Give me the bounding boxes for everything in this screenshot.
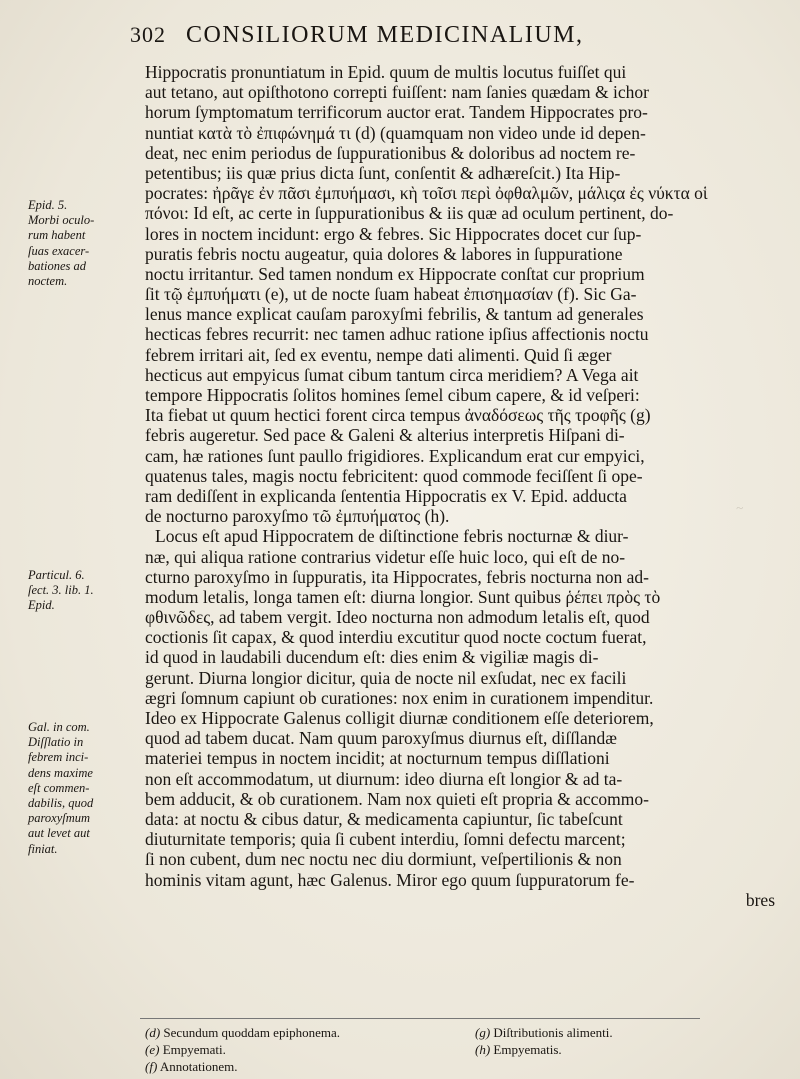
text-line: hecticas febres recurrit: nec tamen adhuc ratione ipſius affectionis noctu [145,324,649,345]
text-line: febrem irritari ait, ſed ex eventu, nempe dati alimenti. Quid ſi æger [145,344,612,365]
show-through-mark: ~ [736,500,744,515]
footnote-text: Empyematis. [493,1042,562,1057]
text-line: coctionis ſit capax, & quod interdiu excutitur quod nocte coctum fuerat, [145,627,647,648]
text-line: de nocturno paroxyſmo τῶ ἐμπυήματος (h). [145,506,450,527]
text-line: id quod in laudabili ducendum eſt: dies enim & vigiliæ magis di- [145,647,599,668]
footnote-mark: (h) [475,1042,491,1057]
footnote-rule [140,1018,700,1019]
text-line: Hippocratis pronuntiatum in Epid. quum de multis locutus fuiſſet qui [145,62,627,82]
footnotes [145,1024,745,1075]
footnote-e [145,1041,475,1058]
text-line: modum letalis, longa tamen eſt: diurna longior. Sunt quibus ῥέπει πρὸς τὸ [145,586,661,607]
footnote-h [475,1041,745,1058]
text-line: nuntiat κατὰ τὸ ἐπιφώνημά τι (d) (quamquam non video unde id depen- [145,122,646,143]
text-line: lores in noctem incidunt: ergo & febres. Sic Hippocrates docet cur ſup- [145,223,642,244]
footnote-mark: (e) [145,1042,160,1057]
footnote-mark: (g) [475,1025,491,1040]
text-line: noctu irritantur. Sed tamen nondum ex Hippocrate conſtat cur proprium [145,263,645,284]
text-line: hominis vitam agunt, hæc Galenus. Miror ego quum ſuppuratorum fe- [145,869,635,890]
text-line: febris augeretur. Sed pace & Galeni & alterius interpretis Hiſpani di- [145,425,625,446]
footnote-row [145,1041,745,1058]
margin-note-particul: Particul. 6. ſect. 3. lib. 1. Epid. [28,568,94,613]
text-line: aut tetano, aut opiſthotono correpti fuiſſent: nam ſanies quædam & ichor [145,82,649,103]
text-line: quatenus tales, magis noctu febricitent: quod commode feciſſent ſi ope- [145,465,643,486]
footnote-g [475,1024,745,1041]
text-line: ſi non cubent, dum nec noctu nec diu dormiunt, veſpertilionis & non [145,849,622,870]
footnote-text: Secundum quoddam epiphonema. [163,1025,340,1040]
text-line: petentibus; iis quæ prius dicta ſunt, conſentit & adhæreſcit.) Ita Hip- [145,162,621,183]
text-line: ſit τῷ ἐμπυήματι (e), ut de nocte ſuam habeat ἐπισημασίαν (f). Sic Ga- [145,284,637,305]
text-line: Ita fiebat ut quum hectici forent circa tempus ἀναδόσεως τῆς τροφῆς (g) [145,405,651,426]
text-line: ram dediſſent in explicanda ſententia Hippocratis ex V. Epid. adducta [145,485,627,506]
footnote-f [145,1058,475,1075]
text-line: Ideo ex Hippocrate Galenus colligit diurnæ conditionem eſſe deteriorem, [145,708,654,728]
margin-note-epid: Epid. 5. Morbi oculo- rum habent ſuas exacer- bationes ad noctem. [28,198,95,289]
main-text-column [145,62,775,910]
text-line: Locus eſt apud Hippocratem de diſtinctione febris nocturnæ & diur- [155,526,629,547]
text-line: ægri ſomnum capiunt ob curationes: nox enim in curationem impenditur. [145,687,654,708]
catchword: bres [745,889,775,910]
text-line: puratis febris noctu augeatur, quia dolores & labores in ſuppuratione [145,243,623,264]
margin-note-galen: Gal. in com. Diſſlatio in febrem inci- dens maxime eſt commen- dabilis, quod paroxyſmum aut levet aut finiat. [28,720,94,856]
page-header [130,22,760,49]
footnote-row [145,1024,745,1041]
text-line: hecticus aut empyicus ſumat cibum tantum circa meridiem? A Vega ait [145,364,639,385]
text-line: horum ſymptomatum terrificorum auctor erat. Tandem Hippocrates pro- [145,102,648,123]
text-line: φθινῶδες, ad tabem vergit. Ideo nocturna non admodum letalis eſt, quod [145,607,650,628]
footnote-text: Annotationem. [159,1059,238,1074]
text-line: bem adducit, & ob curationem. Nam nox quieti eſt propria & accommo- [145,788,649,809]
footnote-mark: (f) [145,1059,158,1074]
text-line: diuturnitate temporis; quia ſi cubent interdiu, ſomni defectu marcent; [145,829,626,850]
text-line: pocrates: ἠρᾶγε ἐν πᾶσι ἐμπυήμασι, κὴ τοῖσι περὶ ὀφθαλμῶν, μάλιςα ἐς νύκτα οἱ [145,183,708,204]
page-number: 302 [130,22,166,47]
footnote-mark: (d) [145,1025,161,1040]
text-line: tempore Hippocratis ſolitos homines ſemel cibum capere, & id veſperi: [145,385,640,405]
text-line: næ, qui aliqua ratione contrarius videtur eſſe huic loco, qui eſt de no- [145,546,626,567]
running-title: CONSILIORUM MEDICINALIUM, [186,22,584,48]
footnote-row [145,1058,745,1075]
footnote-text: Empyemati. [162,1042,226,1057]
text-line: gerunt. Diurna longior dicitur, quia de nocte nil exſudat, nec ex facili [145,667,627,688]
text-line: lenus mance explicat cauſam paroxyſmi febrilis, & tantum ad generales [145,304,644,325]
text-line: deat, nec enim periodus de ſuppurationibus & doloribus ad noctem re- [145,142,636,163]
text-line: non eſt accommodatum, ut diurnum: ideo diurna eſt longior & ad ta- [145,768,623,789]
footnote-d [145,1024,475,1041]
text-line: cam, hæ rationes ſunt paullo frigidiores. Explicandum erat cur empyici, [145,445,645,466]
footnote-text: Diſtributionis alimenti. [493,1025,613,1040]
text-line: quod ad tabem ducat. Nam quum paroxyſmus diurnus eſt, diſſlandæ [145,728,617,749]
text-line: materiei tempus in noctem incidit; at nocturnum tempus diſſlationi [145,748,610,769]
text-line: cturno paroxyſmo in ſuppuratis, ita Hippocrates, febris nocturna non ad- [145,566,649,587]
text-line: data: at noctu & cibus datur, & medicamenta capiuntur, ſic tabeſcunt [145,808,623,829]
text-line: πόνοι: Id eſt, ac certe in ſuppurationibus & iis quæ ad oculum pertinent, do- [145,203,674,224]
